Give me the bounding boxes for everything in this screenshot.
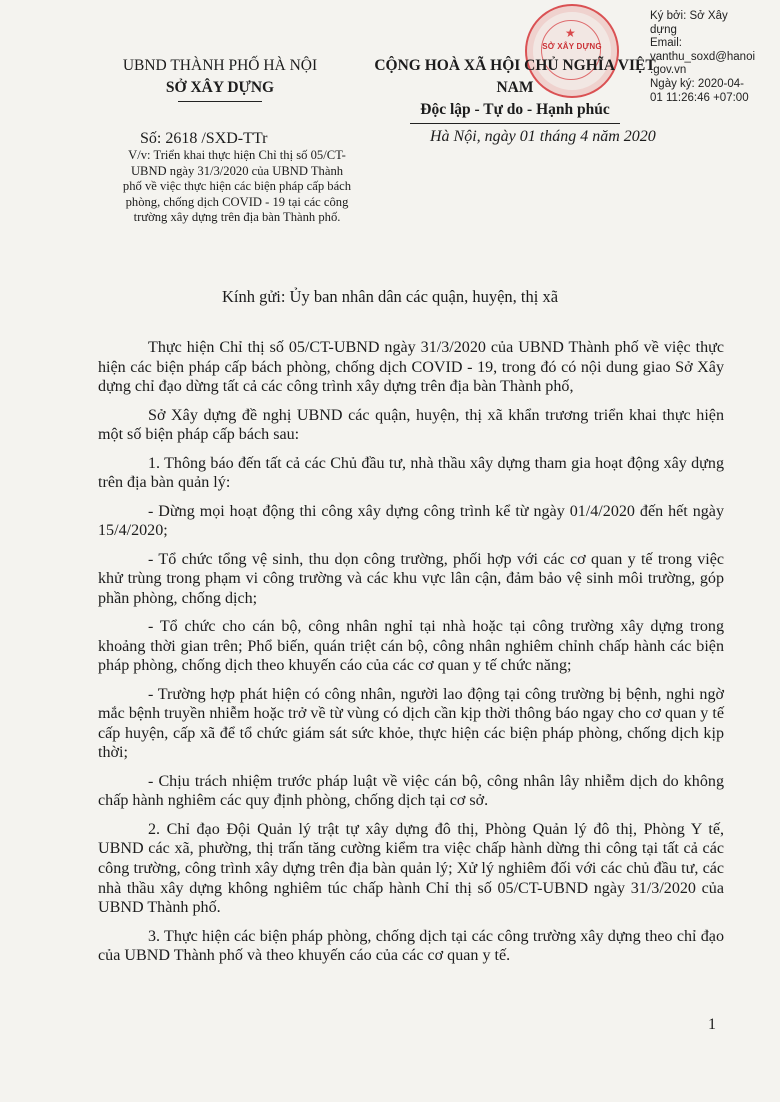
body-paragraph: - Chịu trách nhiệm trước pháp luật về việc cán bộ, công nhân lây nhiễm dịch do không chấp hành nghiêm các quy định phòng, chống dịch tại cơ sở. (98, 772, 724, 810)
body-paragraph: 1. Thông báo đến tất cả các Chủ đầu tư, nhà thầu xây dựng tham gia hoạt động xây dựng trên địa bàn quản lý: (98, 454, 724, 492)
nation-name: CỘNG HOÀ XÃ HỘI CHỦ NGHĨA VIỆT NAM (374, 57, 656, 96)
signed-by: Ký bởi: Sở Xây dựng (650, 10, 728, 36)
document-subject: V/v: Triển khai thực hiện Chỉ thị số 05/CT-UBND ngày 31/3/2020 của UBND Thành phố về việc thực hiện các biện pháp cấp bách phòng, chống dịch COVID - 19 tại các công trường xây dựng trên địa bàn Thành phố. (122, 148, 352, 225)
body-paragraph: 3. Thực hiện các biện pháp phòng, chống dịch tại các công trường xây dựng theo chỉ đạo của UBND Thành phố và theo khuyến cáo của các cơ quan y tế. (98, 927, 724, 965)
body-paragraph: Sở Xây dựng đề nghị UBND các quận, huyện, thị xã khẩn trương triển khai thực hiện một số biện pháp cấp bách sau: (98, 406, 724, 444)
recipient-line: Kính gửi: Ủy ban nhân dân các quận, huyện, thị xã (221, 287, 559, 306)
org-name: SỞ XÂY DỰNG (165, 79, 275, 96)
body-paragraph: - Dừng mọi hoạt động thi công xây dựng công trình kể từ ngày 01/4/2020 đến hết ngày 15/4/2020; (98, 502, 724, 540)
issuing-organization (100, 55, 340, 102)
seal-label: SỞ XÂY DỰNG (542, 42, 602, 51)
page-number: 1 (708, 1016, 716, 1033)
motto-underline (410, 123, 620, 124)
body-paragraph: - Tổ chức cho cán bộ, công nhân nghỉ tại nhà hoặc tại công trường xây dựng trong khoảng thời gian trên; Phổ biến, quán triệt cán bộ, công nhân nghiêm chỉnh chấp hành các biện pháp phòng, chống dịch theo khuyến cáo của các cơ quan y tế chức năng; (98, 618, 724, 675)
document-body (98, 338, 724, 975)
national-motto (355, 55, 675, 124)
signed-date: Ngày ký: 2020-04- 01 11:26:46 +07:00 (650, 77, 749, 104)
digital-signature-info (650, 10, 778, 105)
seal-star-icon: ★ (565, 26, 576, 40)
body-paragraph: - Trường hợp phát hiện có công nhân, người lao động tại công trường bị bệnh, nghi ngờ mắc bệnh truyền nhiễm hoặc trở về từ vùng có dịch cần kịp thời thông báo ngay cho cơ quan y tế cấp huyện, cấp xã để tổ chức giám sát sức khỏe, thực hiện các biện pháp phòng, chống dịch kịp thời; (98, 685, 724, 762)
org-underline (178, 101, 262, 102)
body-paragraph: 2. Chỉ đạo Đội Quản lý trật tự xây dựng đô thị, Phòng Quản lý đô thị, Phòng Y tế, UBND các xã, phường, thị trấn tăng cường kiểm tra việc chấp hành dừng thi công tại tất cả các công trường, công trình xây dựng trên địa bàn quản lý; Xử lý nghiêm đối với các chủ đầu tư, các nhà thầu xây dựng không nghiêm túc chấp hành Chỉ thị số 05/CT-UBND ngày 31/3/2020 của UBND Thành phố. (98, 820, 724, 917)
document-number: Số: 2618 /SXD-TTr (140, 130, 268, 147)
org-parent: UBND THÀNH PHỐ HÀ NỘI (122, 57, 318, 74)
document-date: Hà Nội, ngày 01 tháng 4 năm 2020 (430, 128, 656, 145)
signer-email: Email: vanthu_soxd@hanoi .gov.vn (650, 37, 756, 77)
nation-motto: Độc lập - Tự do - Hạnh phúc (420, 101, 610, 118)
body-paragraph: - Tổ chức tổng vệ sinh, thu dọn công trường, phối hợp với các cơ quan y tế trong việc khử trùng trong phạm vi công trường và các khu vực lân cận, đảm bảo vệ sinh môi trường, góp phần phòng, chống dịch; (98, 550, 724, 607)
body-paragraph: Thực hiện Chỉ thị số 05/CT-UBND ngày 31/3/2020 của UBND Thành phố về việc thực hiện các biện pháp cấp bách phòng, chống dịch COVID - 19, trong đó có nội dung giao Sở Xây dựng chỉ đạo dừng tất cả các công trình xây dựng trên địa bàn Thành phố, (98, 339, 724, 396)
